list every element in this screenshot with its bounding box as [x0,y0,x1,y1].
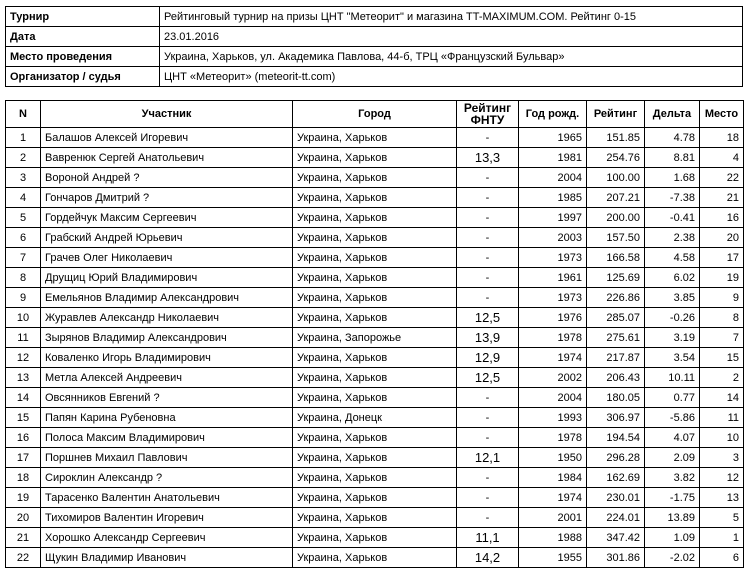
cell-city: Украина, Харьков [293,348,457,368]
cell-fntu-rating: - [457,228,519,248]
cell-city: Украина, Донецк [293,408,457,428]
tournament-info-table [5,6,743,87]
cell-participant: Тарасенко Валентин Анатольевич [41,488,293,508]
cell-delta: 3.19 [645,328,700,348]
cell-birth-year: 1973 [519,288,587,308]
table-row [6,188,744,208]
cell-fntu-rating: - [457,168,519,188]
cell-number: 5 [6,208,41,228]
cell-place: 9 [700,288,744,308]
info-label: Организатор / судья [6,67,160,87]
cell-participant: Друщиц Юрий Владимирович [41,268,293,288]
cell-rating: 207.21 [587,188,645,208]
cell-fntu-rating: 13,9 [457,328,519,348]
cell-participant: Вороной Андрей ? [41,168,293,188]
cell-participant: Коваленко Игорь Владимирович [41,348,293,368]
cell-participant: Поршнев Михаил Павлович [41,448,293,468]
table-row [6,268,744,288]
cell-rating: 125.69 [587,268,645,288]
cell-place: 16 [700,208,744,228]
header-fntu-rating [457,101,519,128]
cell-number: 19 [6,488,41,508]
cell-delta: 8.81 [645,148,700,168]
cell-fntu-rating: - [457,248,519,268]
cell-place: 13 [700,488,744,508]
table-row [6,388,744,408]
cell-birth-year: 1997 [519,208,587,228]
cell-delta: 3.82 [645,468,700,488]
cell-rating: 166.58 [587,248,645,268]
cell-fntu-rating: - [457,508,519,528]
cell-participant: Журавлев Александр Николаевич [41,308,293,328]
info-row [6,47,743,67]
table-row [6,468,744,488]
cell-rating: 347.42 [587,528,645,548]
cell-place: 3 [700,448,744,468]
cell-birth-year: 1978 [519,428,587,448]
cell-place: 19 [700,268,744,288]
cell-city: Украина, Запорожье [293,328,457,348]
cell-number: 16 [6,428,41,448]
cell-fntu-rating: 11,1 [457,528,519,548]
cell-participant: Щукин Владимир Иванович [41,548,293,568]
cell-place: 6 [700,548,744,568]
results-body [6,128,744,568]
cell-participant: Зырянов Владимир Александрович [41,328,293,348]
cell-city: Украина, Харьков [293,308,457,328]
table-row [6,368,744,388]
cell-number: 7 [6,248,41,268]
cell-fntu-rating: - [457,128,519,148]
cell-city: Украина, Харьков [293,188,457,208]
cell-number: 17 [6,448,41,468]
info-value: ЦНТ «Метеорит» (meteorit-tt.com) [160,67,743,87]
cell-number: 18 [6,468,41,488]
cell-number: 2 [6,148,41,168]
results-table [5,100,744,568]
cell-participant: Гордейчук Максим Сергеевич [41,208,293,228]
cell-rating: 217.87 [587,348,645,368]
cell-place: 21 [700,188,744,208]
table-row [6,208,744,228]
cell-place: 11 [700,408,744,428]
table-row [6,448,744,468]
cell-number: 1 [6,128,41,148]
cell-city: Украина, Харьков [293,388,457,408]
cell-number: 11 [6,328,41,348]
cell-birth-year: 1955 [519,548,587,568]
cell-number: 9 [6,288,41,308]
cell-participant: Хорошко Александр Сергеевич [41,528,293,548]
cell-rating: 226.86 [587,288,645,308]
cell-rating: 285.07 [587,308,645,328]
cell-place: 22 [700,168,744,188]
cell-place: 5 [700,508,744,528]
cell-city: Украина, Харьков [293,368,457,388]
header-rating: Рейтинг [587,101,645,128]
cell-birth-year: 1965 [519,128,587,148]
cell-city: Украина, Харьков [293,548,457,568]
header-participant: Участник [41,101,293,128]
cell-birth-year: 2004 [519,168,587,188]
cell-number: 21 [6,528,41,548]
cell-city: Украина, Харьков [293,128,457,148]
cell-city: Украина, Харьков [293,268,457,288]
cell-rating: 157.50 [587,228,645,248]
cell-birth-year: 2004 [519,388,587,408]
cell-number: 15 [6,408,41,428]
cell-delta: 2.38 [645,228,700,248]
table-row [6,428,744,448]
cell-delta: -5.86 [645,408,700,428]
cell-fntu-rating: - [457,408,519,428]
cell-delta: 2.09 [645,448,700,468]
header-delta: Дельта [645,101,700,128]
table-row [6,128,744,148]
cell-rating: 301.86 [587,548,645,568]
cell-delta: 3.54 [645,348,700,368]
cell-fntu-rating: 12,5 [457,368,519,388]
cell-participant: Емельянов Владимир Александрович [41,288,293,308]
cell-city: Украина, Харьков [293,468,457,488]
cell-number: 10 [6,308,41,328]
header-number: N [6,101,41,128]
cell-birth-year: 1974 [519,488,587,508]
cell-birth-year: 2001 [519,508,587,528]
cell-participant: Вавренюк Сергей Анатольевич [41,148,293,168]
table-row [6,228,744,248]
cell-fntu-rating: 12,9 [457,348,519,368]
cell-place: 12 [700,468,744,488]
cell-place: 14 [700,388,744,408]
cell-fntu-rating: - [457,268,519,288]
cell-rating: 206.43 [587,368,645,388]
table-row [6,328,744,348]
cell-city: Украина, Харьков [293,488,457,508]
cell-delta: -1.75 [645,488,700,508]
cell-birth-year: 2003 [519,228,587,248]
cell-number: 3 [6,168,41,188]
cell-birth-year: 1985 [519,188,587,208]
cell-participant: Овсянников Евгений ? [41,388,293,408]
cell-fntu-rating: 13,3 [457,148,519,168]
cell-birth-year: 1950 [519,448,587,468]
info-row [6,67,743,87]
cell-birth-year: 1984 [519,468,587,488]
cell-delta: 4.07 [645,428,700,448]
cell-delta: -0.41 [645,208,700,228]
cell-city: Украина, Харьков [293,148,457,168]
cell-fntu-rating: - [457,288,519,308]
cell-place: 17 [700,248,744,268]
cell-number: 14 [6,388,41,408]
cell-place: 10 [700,428,744,448]
header-city: Город [293,101,457,128]
table-row [6,488,744,508]
cell-rating: 230.01 [587,488,645,508]
cell-place: 15 [700,348,744,368]
table-row [6,308,744,328]
info-row [6,27,743,47]
cell-delta: 0.77 [645,388,700,408]
cell-participant: Грачев Олег Николаевич [41,248,293,268]
cell-place: 20 [700,228,744,248]
header-fntu-rating-label: Рейтинг ФНТУ [463,101,512,127]
info-value: Рейтинговый турнир на призы ЦНТ "Метеорит" и магазина TT-MAXIMUM.COM. Рейтинг 0-15 [160,7,743,27]
info-row [6,7,743,27]
table-row [6,168,744,188]
cell-delta: 4.78 [645,128,700,148]
cell-city: Украина, Харьков [293,248,457,268]
info-label: Дата [6,27,160,47]
cell-place: 18 [700,128,744,148]
cell-city: Украина, Харьков [293,528,457,548]
cell-city: Украина, Харьков [293,228,457,248]
info-label: Турнир [6,7,160,27]
cell-fntu-rating: 14,2 [457,548,519,568]
cell-fntu-rating: - [457,208,519,228]
cell-delta: 6.02 [645,268,700,288]
cell-place: 8 [700,308,744,328]
cell-participant: Метла Алексей Андреевич [41,368,293,388]
tournament-info-body [6,7,743,87]
cell-rating: 200.00 [587,208,645,228]
cell-city: Украина, Харьков [293,448,457,468]
table-row [6,408,744,428]
cell-fntu-rating: - [457,188,519,208]
cell-birth-year: 2002 [519,368,587,388]
cell-city: Украина, Харьков [293,208,457,228]
table-row [6,508,744,528]
cell-rating: 254.76 [587,148,645,168]
cell-delta: 1.09 [645,528,700,548]
cell-place: 4 [700,148,744,168]
table-row [6,348,744,368]
cell-delta: 1.68 [645,168,700,188]
cell-rating: 306.97 [587,408,645,428]
cell-participant: Грабский Андрей Юрьевич [41,228,293,248]
cell-participant: Балашов Алексей Игоревич [41,128,293,148]
table-row [6,288,744,308]
cell-participant: Папян Карина Рубеновна [41,408,293,428]
cell-rating: 296.28 [587,448,645,468]
cell-rating: 151.85 [587,128,645,148]
info-label: Место проведения [6,47,160,67]
cell-number: 20 [6,508,41,528]
cell-birth-year: 1993 [519,408,587,428]
cell-rating: 180.05 [587,388,645,408]
cell-fntu-rating: - [457,428,519,448]
cell-city: Украина, Харьков [293,428,457,448]
header-birth-year: Год рожд. [519,101,587,128]
cell-fntu-rating: - [457,488,519,508]
cell-city: Украина, Харьков [293,288,457,308]
table-row [6,528,744,548]
cell-birth-year: 1978 [519,328,587,348]
cell-rating: 224.01 [587,508,645,528]
cell-number: 8 [6,268,41,288]
cell-delta: -2.02 [645,548,700,568]
cell-delta: 3.85 [645,288,700,308]
info-value: 23.01.2016 [160,27,743,47]
cell-rating: 275.61 [587,328,645,348]
table-row [6,548,744,568]
cell-fntu-rating: 12,5 [457,308,519,328]
cell-delta: -0.26 [645,308,700,328]
cell-place: 1 [700,528,744,548]
table-row [6,148,744,168]
cell-participant: Тихомиров Валентин Игоревич [41,508,293,528]
table-row [6,248,744,268]
cell-birth-year: 1976 [519,308,587,328]
header-place: Место [700,101,744,128]
results-header-row [6,101,744,128]
cell-birth-year: 1988 [519,528,587,548]
cell-place: 7 [700,328,744,348]
cell-number: 13 [6,368,41,388]
cell-birth-year: 1961 [519,268,587,288]
cell-number: 4 [6,188,41,208]
cell-fntu-rating: - [457,468,519,488]
cell-birth-year: 1973 [519,248,587,268]
cell-city: Украина, Харьков [293,168,457,188]
cell-place: 2 [700,368,744,388]
cell-rating: 162.69 [587,468,645,488]
cell-fntu-rating: - [457,388,519,408]
cell-fntu-rating: 12,1 [457,448,519,468]
cell-participant: Полоса Максим Владимирович [41,428,293,448]
cell-delta: 4.58 [645,248,700,268]
cell-number: 12 [6,348,41,368]
cell-birth-year: 1974 [519,348,587,368]
info-value: Украина, Харьков, ул. Академика Павлова, 44-б, ТРЦ «Французский Бульвар» [160,47,743,67]
cell-number: 22 [6,548,41,568]
cell-city: Украина, Харьков [293,508,457,528]
cell-participant: Сироклин Александр ? [41,468,293,488]
cell-rating: 194.54 [587,428,645,448]
cell-number: 6 [6,228,41,248]
cell-rating: 100.00 [587,168,645,188]
cell-participant: Гончаров Дмитрий ? [41,188,293,208]
cell-delta: 10.11 [645,368,700,388]
cell-delta: -7.38 [645,188,700,208]
cell-delta: 13.89 [645,508,700,528]
cell-birth-year: 1981 [519,148,587,168]
